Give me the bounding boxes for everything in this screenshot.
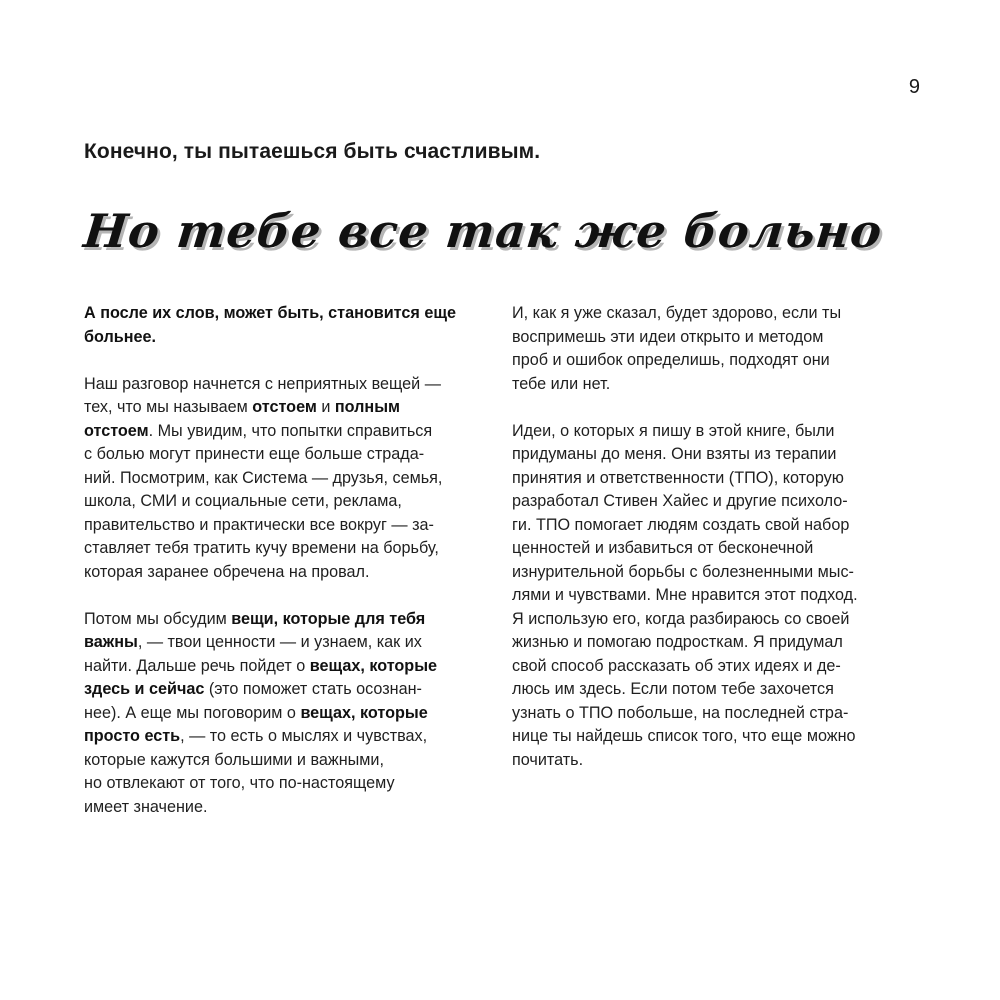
emphasis: вещи, которые для тебя	[231, 609, 426, 628]
emphasis: важны	[84, 633, 138, 651]
text-line: проб и ошибок определишь, подходят они	[512, 351, 830, 369]
text-line: изнурительной борьбы с болезненными мыс-	[512, 562, 854, 581]
text-line: правительство и практически все вокруг — за-	[84, 515, 434, 534]
text-line: принятия и ответственности (ТПО), которую	[512, 468, 844, 487]
text-line: которая заранее обречена на провал.	[84, 562, 370, 581]
page-number: 9	[908, 76, 920, 98]
text-line: школа, СМИ и социальные сети, реклама,	[84, 492, 402, 510]
text-line: почитать.	[512, 750, 584, 769]
text-line: тех, что мы называем отстоем и полным	[84, 398, 401, 416]
text-line: с болью могут принести еще больше страда-	[84, 445, 425, 463]
text-line: нице ты найдешь список того, что еще можно	[512, 727, 856, 745]
text-line: ний. Посмотрим, как Система — друзья, семья,	[84, 468, 443, 487]
text-line: И, как я уже сказал, будет здорово, если ты	[512, 304, 842, 322]
text-line: ги. ТПО помогает людям создать свой набор	[512, 515, 850, 534]
emphasis: просто есть	[84, 727, 181, 745]
text-line: разработал Стивен Хайес и другие психоло-	[512, 492, 848, 510]
intro-line: А после их слов, может быть, становится еще	[84, 304, 457, 322]
text-line: свой способ рассказать об этих идеях и де-	[512, 656, 841, 675]
text-line: здесь и сейчас (это поможет стать осознан-	[84, 680, 422, 698]
emphasis: отстоем	[84, 421, 149, 440]
text-line: ценностей и избавиться от бесконечной	[512, 539, 814, 557]
text-line: найти. Дальше речь пойдет о вещах, которые	[84, 656, 438, 675]
intro-line: больнее.	[84, 327, 156, 346]
section-subheading: Конечно, ты пытаешься быть счастливым.	[84, 140, 541, 163]
intro-paragraph	[84, 302, 494, 349]
text-line: ставляет тебя тратить кучу времени на борьбу,	[84, 539, 439, 557]
right-column	[512, 302, 922, 796]
text-line: Я использую его, когда разбираюсь со своей	[512, 609, 850, 628]
text-line: имеет значение.	[84, 797, 208, 816]
text-line: придуманы до меня. Они взяты из терапии	[512, 445, 837, 463]
emphasis: вещах, которые	[300, 703, 428, 722]
body-paragraph	[84, 608, 494, 820]
text-line: Наш разговор начнется с неприятных вещей —	[84, 374, 441, 393]
text-line: тебе или нет.	[512, 374, 611, 393]
left-column	[84, 302, 494, 843]
emphasis: здесь и сейчас	[84, 680, 205, 698]
emphasis: отстоем	[252, 398, 317, 416]
text-line: просто есть, — то есть о мыслях и чувствах,	[84, 727, 428, 745]
page-title: Но тебе все так же больно	[81, 204, 886, 258]
text-line: но отвлекают от того, что по-настоящему	[84, 774, 395, 792]
text-line: Потом мы обсудим вещи, которые для тебя	[84, 609, 426, 628]
text-line: воспримешь эти идеи открыто и методом	[512, 327, 824, 346]
body-paragraph	[512, 420, 922, 773]
text-line: важны, — твои ценности — и узнаем, как их	[84, 633, 422, 651]
text-line: отстоем. Мы увидим, что попытки справиться	[84, 421, 433, 440]
emphasis: вещах, которые	[309, 656, 438, 675]
body-paragraph	[512, 302, 922, 396]
text-line: которые кажутся большими и важными,	[84, 750, 384, 769]
text-line: люсь им здесь. Если потом тебе захочется	[512, 680, 834, 698]
text-line: лями и чувствами. Мне нравится этот подход.	[512, 586, 858, 604]
text-line: нее). А еще мы поговорим о вещах, которые	[84, 703, 428, 722]
emphasis: полным	[334, 398, 401, 416]
text-line: жизнью и помогаю подросткам. Я придумал	[512, 633, 843, 651]
text-line: Идеи, о которых я пишу в этой книге, были	[512, 421, 835, 440]
text-line: узнать о ТПО побольше, на последней стра-	[512, 703, 849, 722]
body-paragraph	[84, 373, 494, 585]
